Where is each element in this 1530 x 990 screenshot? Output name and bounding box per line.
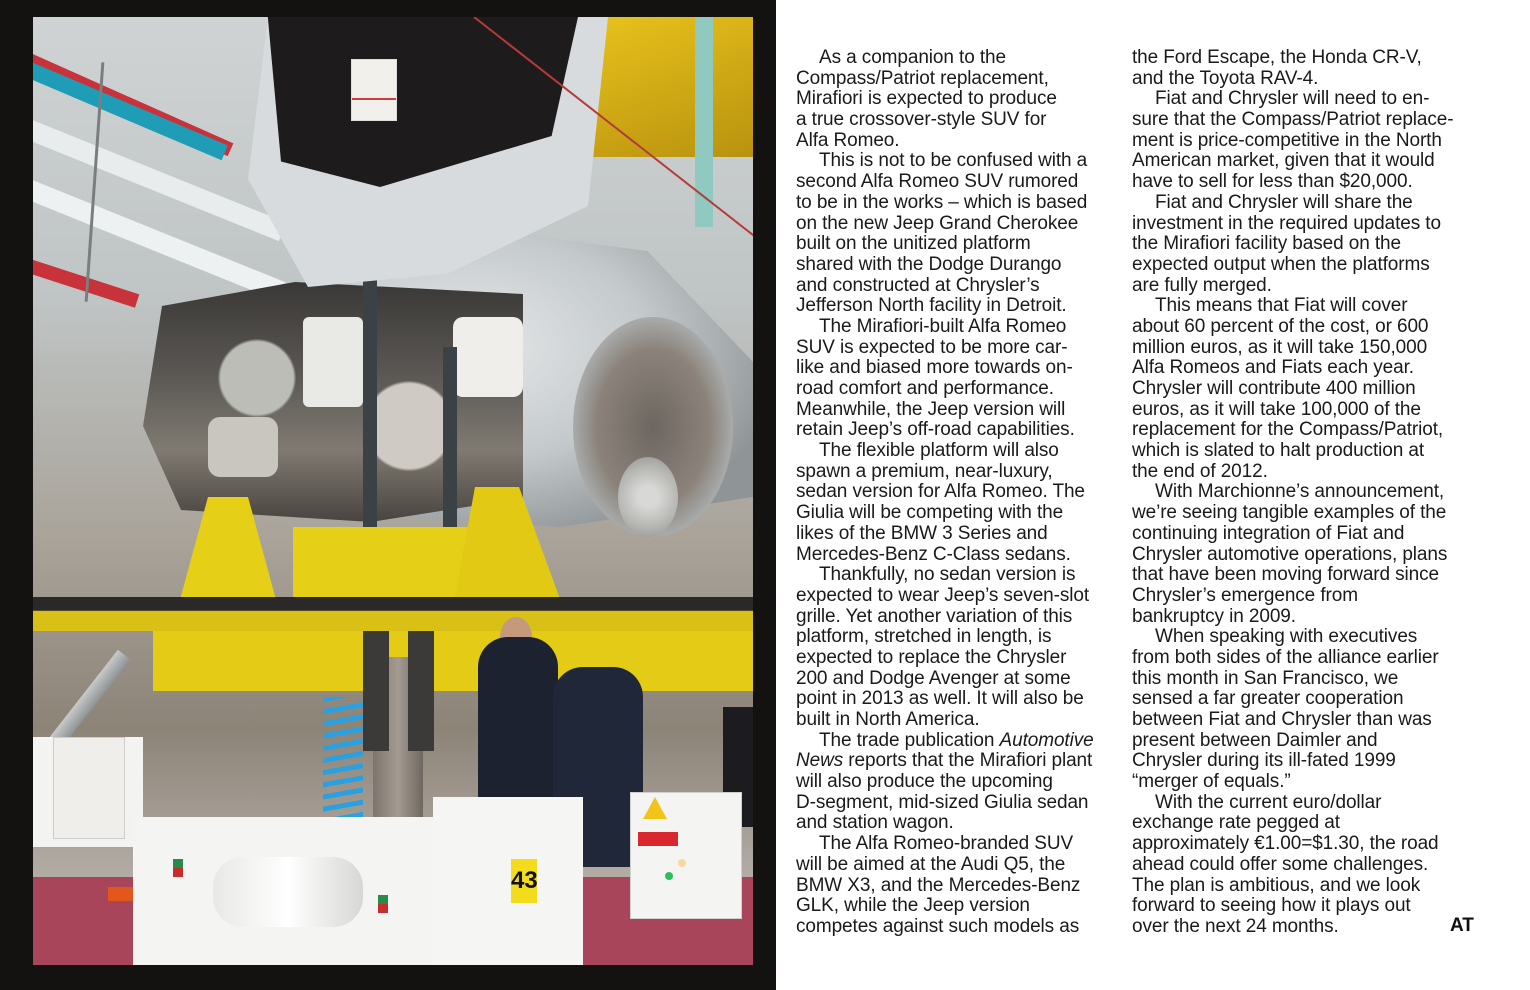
article-line [796,855,1116,876]
article-line [796,648,1116,669]
line-text: Meanwhile, the Jeep version will [796,398,1066,420]
line-text: exchange rate pegged at [1132,812,1340,834]
article-line [1132,669,1482,690]
electrical-box [53,737,125,839]
line-text: expected output when the platforms [1132,253,1430,275]
line-text: a true crossover-style SUV for [796,109,1047,131]
article-line [1132,296,1482,317]
line-text: on the new Jeep Grand Cherokee [796,212,1079,234]
article-line [796,317,1116,338]
line-text: D-segment, mid-sized Giulia sedan [796,791,1089,813]
line-text: Fiat and Chrysler will need to en- [1155,88,1430,110]
article-line [1132,172,1482,193]
article-line [1132,813,1482,834]
indicator-light-green [665,872,673,880]
line-text: over the next 24 months. [1132,915,1339,937]
line-text: platform, stretched in length, is [796,626,1052,648]
article-line [796,524,1116,545]
article-line [1132,627,1482,648]
article-line [796,296,1116,317]
article-line [1132,255,1482,276]
machine-table [433,797,583,965]
line-text: With the current euro/dollar [1155,791,1382,813]
article-line [796,751,1116,772]
article-line [1132,379,1482,400]
line-text: Mercedes-Benz C-Class sedans. [796,543,1071,565]
hood-label [351,59,397,121]
article-line [796,565,1116,586]
article-line [1132,110,1482,131]
article-line [1132,358,1482,379]
line-text: ment is price-competitive in the North [1132,129,1442,151]
exhaust-manifold [208,417,278,477]
line-text: This is not to be confused with a [819,150,1088,172]
assembly-line-photo [33,17,753,965]
line-text: sensed a far greater cooperation [1132,688,1404,710]
line-text: The plan is ambitious, and we look [1132,874,1421,896]
line-text: about 60 percent of the cost, or 600 [1132,315,1429,337]
italic-text: News [796,750,844,772]
article-line [1132,689,1482,710]
line-text: to be in the works – which is based [796,191,1088,213]
article-line [1132,648,1482,669]
line-text: like and biased more towards on- [796,357,1073,379]
warning-label [638,832,678,846]
article-line [796,462,1116,483]
line-text: point in 2013 as well. It will also be [796,688,1084,710]
line-text: expected to wear Jeep’s seven-slot [796,584,1090,606]
line-text: Jefferson North facility in Detroit. [796,295,1067,317]
article-line [796,710,1116,731]
article-line [796,420,1116,441]
article-line [1132,586,1482,607]
indicator-light-amber [678,859,686,867]
article-line [796,255,1116,276]
article-line [796,172,1116,193]
line-text: the Mirafiori facility based on the [1132,233,1401,255]
article-line [1132,772,1482,793]
line-text: are fully merged. [1132,274,1272,296]
article-line [796,627,1116,648]
line-text: spawn a premium, near-luxury, [796,460,1053,482]
article-line [796,379,1116,400]
article-line [796,234,1116,255]
line-text: Chrysler’s emergence from [1132,584,1358,606]
article-line [796,731,1116,752]
electric-motor [213,857,363,927]
article-line [796,276,1116,297]
article-line [1132,317,1482,338]
line-text: The Alfa Romeo-branded SUV [819,833,1074,855]
line-text: 200 and Dodge Avenger at some [796,667,1071,689]
line-text: approximately €1.00=$1.30, the road [1132,833,1439,855]
line-text: will be aimed at the Audi Q5, the [796,853,1066,875]
article-line [796,669,1116,690]
line-text: expected to replace the Chrysler [796,646,1067,668]
high-voltage-warning-icon [643,797,667,819]
article-line [796,793,1116,814]
article-line [1132,441,1482,462]
article-line [1132,565,1482,586]
article-line [1132,193,1482,214]
line-text: investment in the required updates to [1132,212,1441,234]
support-post [363,631,389,751]
italic-text: Automotive [999,729,1094,751]
article-line [1132,731,1482,752]
article-line [1132,524,1482,545]
article-line [796,482,1116,503]
article-line [1132,234,1482,255]
line-text: The trade publication [819,729,1000,751]
article-line [796,772,1116,793]
article-line [1132,276,1482,297]
article-column-1 [796,48,1116,938]
line-text: which is slated to halt production at [1132,440,1425,462]
line-text: Giulia will be competing with the [796,502,1064,524]
line-text: and the Toyota RAV-4. [1132,67,1319,89]
line-text: American market, given that it would [1132,150,1435,172]
line-text: Thankfully, no sedan version is [819,564,1076,586]
article-line [796,917,1116,938]
line-text: retain Jeep’s off-road capabilities. [796,419,1075,441]
line-text: from both sides of the alliance earlier [1132,646,1439,668]
line-text: sure that the Compass/Patriot replace- [1132,109,1454,131]
line-text: Chrysler will contribute 400 million [1132,378,1416,399]
coolant-tank [453,317,523,397]
article-line [1132,545,1482,566]
article-line [796,896,1116,917]
line-text: likes of the BMW 3 Series and [796,522,1048,544]
line-text: and constructed at Chrysler’s [796,274,1040,296]
line-text: competes against such models as [796,915,1080,937]
line-text: will also produce the upcoming [796,771,1053,793]
line-text: Alfa Romeos and Fiats each year. [1132,357,1414,379]
line-text: have to sell for less than $20,000. [1132,171,1413,193]
line-text: shared with the Dodge Durango [796,253,1062,275]
line-text: the end of 2012. [1132,460,1268,482]
article-line [1132,151,1482,172]
article-line [796,358,1116,379]
line-text: forward to seeing how it plays out [1132,895,1411,917]
line-text: million euros, as it will take 150,000 [1132,336,1428,358]
article-line [796,131,1116,152]
article-line [1132,420,1482,441]
article-line [1132,69,1482,90]
article-line [796,151,1116,172]
line-text: euros, as it will take 100,000 of the [1132,398,1421,420]
line-text: built on the unitized platform [796,233,1031,255]
article-line [796,48,1116,69]
station-number-label: 43 [511,859,537,903]
article-line [1132,607,1482,628]
article-line [1132,710,1482,731]
line-text: SUV is expected to be more car- [796,336,1068,358]
line-text: bankruptcy in 2009. [1132,605,1296,627]
line-text: “merger of equals.” [1132,771,1291,793]
line-text: Chrysler during its ill-fated 1999 [1132,750,1396,772]
article-line [1132,89,1482,110]
line-text: present between Daimler and [1132,729,1378,751]
support-post [408,631,434,751]
line-text: ahead could offer some challenges. [1132,853,1429,875]
article-line [796,69,1116,90]
line-text: grille. Yet another variation of this [796,605,1073,627]
article-line [1132,917,1482,938]
article-line [796,89,1116,110]
article-line [796,813,1116,834]
start-stop-button-icon [173,859,183,877]
article-line [1132,338,1482,359]
article-line [1132,896,1482,917]
end-mark: AT [1450,915,1474,936]
article-line [1132,793,1482,814]
line-text: With Marchionne’s announcement, [1155,481,1445,503]
line-text: Mirafiori is expected to produce [796,88,1057,110]
article-line [796,586,1116,607]
article-line [796,214,1116,235]
article-line [796,441,1116,462]
line-text: road comfort and performance. [796,378,1054,399]
line-text: When speaking with executives [1155,626,1418,648]
line-text: The Mirafiori-built Alfa Romeo [819,315,1067,337]
line-text: The flexible platform will also [819,440,1059,462]
line-text: replacement for the Compass/Patriot, [1132,419,1444,441]
line-text: between Fiat and Chrysler than was [1132,709,1432,730]
line-text: As a companion to the [819,47,1006,68]
line-text: that have been moving forward since [1132,564,1440,586]
line-text: Chrysler automotive operations, plans [1132,543,1448,565]
article-line [796,503,1116,524]
article-line [796,834,1116,855]
line-text: built in North America. [796,709,980,730]
article-line [1132,462,1482,483]
line-text: Fiat and Chrysler will share the [1155,191,1413,213]
line-text: sedan version for Alfa Romeo. The [796,481,1085,503]
article-line [1132,131,1482,152]
article-line [1132,48,1482,69]
article-line [796,607,1116,628]
article-line [1132,855,1482,876]
overhead-yellow-carrier [588,17,753,157]
article-line [796,193,1116,214]
article-column-2 [1132,48,1482,938]
line-text: we’re seeing tangible examples of the [1132,502,1447,524]
brake-disc [618,457,678,537]
jig-platform [153,631,753,691]
line-text: GLK, while the Jeep version [796,895,1030,917]
engine-component [303,317,363,407]
line-text: second Alfa Romeo SUV rumored [796,171,1079,193]
article-line [1132,503,1482,524]
article-line [1132,876,1482,897]
article-line [796,338,1116,359]
line-text: This means that Fiat will cover [1155,295,1408,317]
line-text: Alfa Romeo. [796,129,900,151]
article-line [796,545,1116,566]
line-text: and station wagon. [796,812,954,834]
article-line [1132,400,1482,421]
start-stop-button-icon [378,895,388,913]
jig-platform [33,597,753,631]
line-text: this month in San Francisco, we [1132,667,1399,689]
article-line [1132,751,1482,772]
article-line [1132,214,1482,235]
line-text: BMW X3, and the Mercedes-Benz [796,874,1081,896]
line-text: Compass/Patriot replacement, [796,67,1049,89]
article-line [796,400,1116,421]
line-text: the Ford Escape, the Honda CR-V, [1132,47,1422,68]
article-line [796,689,1116,710]
article-line [796,876,1116,897]
article-line [796,110,1116,131]
line-text: reports that the Mirafiori plant [843,750,1093,772]
article-line [1132,834,1482,855]
article-line [1132,482,1482,503]
line-text: continuing integration of Fiat and [1132,522,1405,544]
